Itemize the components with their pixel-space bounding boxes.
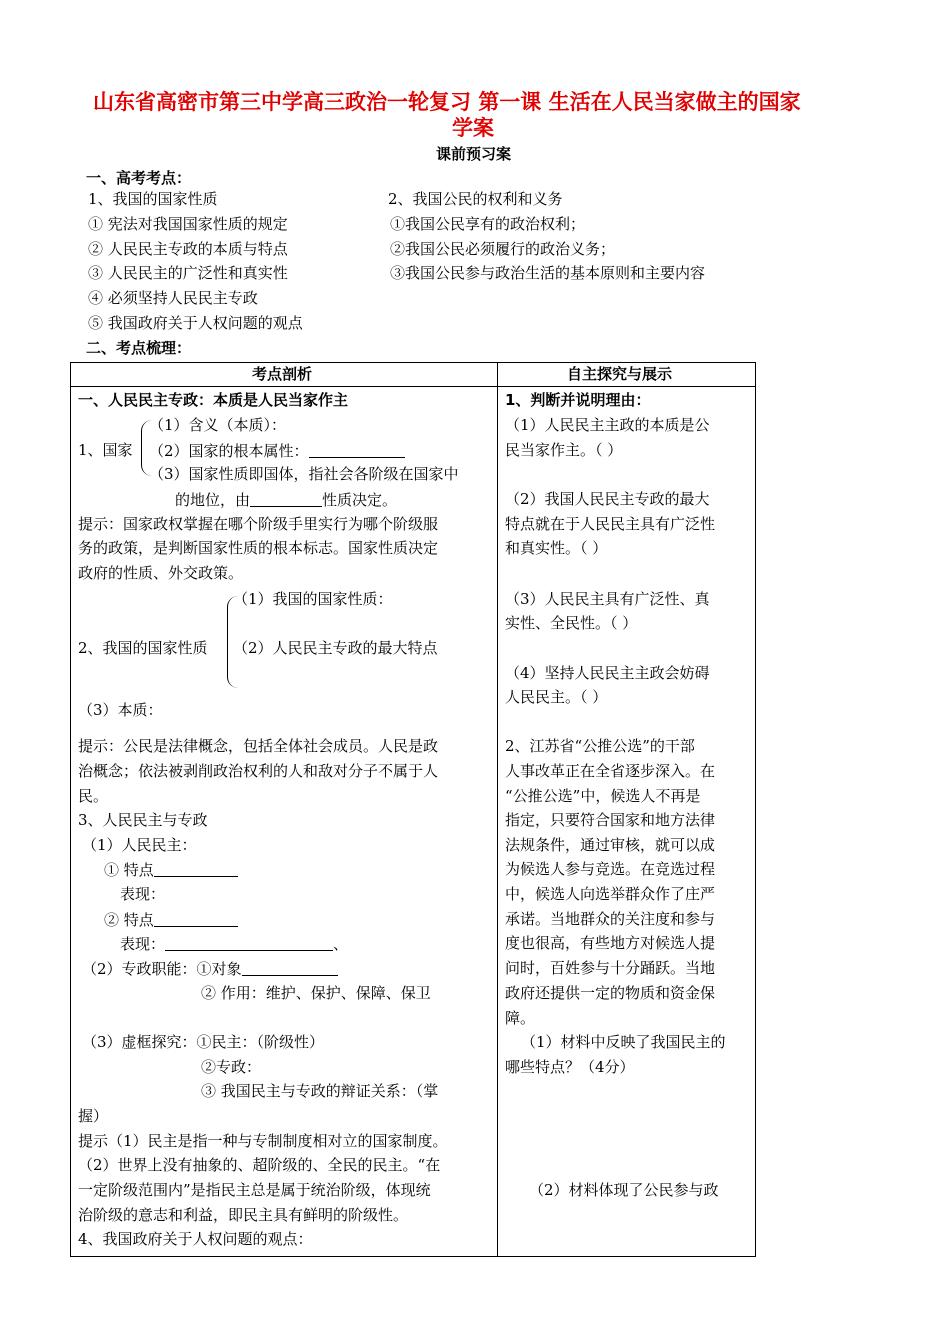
hint-line: 治概念；依法被剥削政治权利的人和敌对分子不属于人 <box>78 762 439 780</box>
document-title-line2: 学案 <box>452 116 494 140</box>
item-text: （1）我国的国家性质： <box>233 590 393 608</box>
item-text: （3）本质： <box>78 701 163 719</box>
hint-line: （2）世界上没有抽象的、超阶级的、全民的民主。“在 <box>78 1156 441 1174</box>
exam-point: ③ 人民民主的广泛性和真实性 <box>88 264 288 282</box>
item-text-label: 性质决定。 <box>322 491 398 509</box>
question-line: 和真实性。（ ） <box>505 539 608 557</box>
exam-point: 1、我国的国家性质 <box>88 190 218 208</box>
hint-line: 一定阶级范围内”是指民主总是属于统治阶级，体现统 <box>78 1181 431 1199</box>
column-divider <box>497 362 498 1257</box>
item-text-label: 的地位，由 <box>175 491 251 509</box>
passage-line: 度也很高，有些地方对候选人提 <box>505 934 716 952</box>
item-text <box>82 961 338 977</box>
hint-line: 务的政策，是判断国家性质的根本标志。国家性质决定 <box>78 539 439 557</box>
hint-line: 政府的性质、外交政策。 <box>78 564 244 582</box>
document-subtitle: 课前预习案 <box>436 145 512 163</box>
question-line: 人民民主。（ ） <box>505 688 608 706</box>
hint-line: 提示：国家政权掌握在哪个阶级手里实行为哪个阶级服 <box>78 515 439 533</box>
hint-line: 提示（1）民主是指一种与专制制度相对立的国家制度。 <box>78 1132 448 1150</box>
document-title-line1: 山东省高密市第三中学高三政治一轮复习 第一课 生活在人民当家做主的国家 <box>93 90 801 114</box>
exam-point: ② 人民民主专政的本质与特点 <box>88 240 288 258</box>
passage-line: 人事改革正在全省逐步深入。在 <box>505 762 716 780</box>
fill-blank[interactable] <box>242 961 338 976</box>
passage-line: 2、江苏省“公推公选”的干部 <box>505 737 695 755</box>
fill-blank[interactable] <box>165 936 333 951</box>
question-line: （2）我国人民民主专政的最大 <box>505 490 710 508</box>
item-text <box>104 912 238 928</box>
item-text: （3）虚框探究：①民主：（阶级性） <box>82 1033 325 1051</box>
exam-point: 2、我国公民的权利和义务 <box>388 190 563 208</box>
item-text: ③ 我国民主与专政的辩证关系：（掌 <box>201 1082 439 1100</box>
item-text: （1）人民民主： <box>82 836 197 854</box>
exam-point: ④ 必须坚持人民民主专政 <box>88 289 258 307</box>
item-label: 2、我国的国家性质 <box>78 639 208 657</box>
section2-heading: 二、考点梳理： <box>86 339 192 357</box>
item-text: （1）含义（本质）： <box>149 416 287 434</box>
fill-blank[interactable] <box>309 443 405 458</box>
item-label: 4、我国政府关于人权问题的观点： <box>78 1230 313 1248</box>
item-text: 握） <box>78 1107 109 1125</box>
item-text: （2）人民民主专政的最大特点 <box>233 639 438 657</box>
table-header-analysis: 考点剖析 <box>252 365 313 383</box>
passage-line: 中，候选人向选举群众作了庄严 <box>505 885 716 903</box>
item-text <box>104 862 238 878</box>
question-line: （4）坚持人民民主主政会妨碍 <box>505 664 710 682</box>
question-line: 哪些特点？（4分） <box>505 1058 635 1076</box>
passage-line: 问时，百姓参与十分踊跃。当地 <box>505 959 716 977</box>
item-text: ②专政： <box>201 1058 262 1076</box>
question-line: （1）人民民主主政的本质是公 <box>505 416 710 434</box>
exam-point: ①我国公民享有的政治权利； <box>390 215 586 233</box>
item-text-label: 表现： <box>120 935 166 953</box>
section1-heading: 一、高考考点： <box>86 169 192 187</box>
question-heading: 1、判断并说明理由： <box>505 391 651 409</box>
passage-line: “公推公选”中，候选人不再是 <box>505 787 701 805</box>
item-label: 1、国家 <box>78 441 133 459</box>
passage-line: 承诺。当地群众的关注度和参与 <box>505 910 716 928</box>
question-line: （2）材料体现了公民参与政 <box>529 1181 719 1199</box>
fill-blank[interactable] <box>154 862 238 877</box>
item-text-label: 、 <box>333 935 349 953</box>
question-line: （1）材料中反映了我国民主的 <box>521 1033 726 1051</box>
exam-point: ① 宪法对我国国家性质的规定 <box>88 215 288 233</box>
exam-point: ⑤ 我国政府关于人权问题的观点 <box>88 314 303 332</box>
item-label: 3、人民民主与专政 <box>78 811 208 829</box>
item-text-label: （2）专政职能：①对象 <box>82 960 242 978</box>
item-text <box>120 936 348 952</box>
passage-line: 法规条件，通过审核，就可以成 <box>505 836 716 854</box>
passage-line: 障。 <box>505 1009 536 1027</box>
exam-point: ②我国公民必须履行的政治义务； <box>390 240 616 258</box>
item-text: 表现： <box>120 885 166 903</box>
fill-blank[interactable] <box>250 492 322 507</box>
question-line: （3）人民民主具有广泛性、真 <box>505 590 710 608</box>
hint-line: 提示：公民是法律概念，包括全体社会成员。人民是政 <box>78 737 439 755</box>
item-text: （3）国家性质即国体，指社会各阶级在国家中 <box>149 465 459 483</box>
header-divider <box>70 386 756 387</box>
hint-line: 治阶级的意志和利益，即民主具有鲜明的阶级性。 <box>78 1206 409 1224</box>
hint-line: 民。 <box>78 787 109 805</box>
item-text <box>175 492 397 508</box>
item-text <box>149 443 405 459</box>
question-line: 实性、全民性。（ ） <box>505 614 638 632</box>
table-header-explore: 自主探究与展示 <box>567 365 673 383</box>
exam-point: ③我国公民参与政治生活的基本原则和主要内容 <box>390 264 706 282</box>
item-text-label: ① 特点 <box>104 861 154 879</box>
item-text: ② 作用：维护、保护、保障、保卫 <box>201 984 431 1002</box>
section-heading: 一、人民民主专政：本质是人民当家作主 <box>78 391 349 409</box>
item-text-label: （2）国家的根本属性： <box>149 442 309 460</box>
question-line: 民当家作主。（ ） <box>505 441 623 459</box>
question-line: 特点就在于人民民主具有广泛性 <box>505 515 716 533</box>
passage-line: 指定，只要符合国家和地方法律 <box>505 811 716 829</box>
passage-line: 政府还提供一定的物质和资金保 <box>505 984 716 1002</box>
item-text-label: ② 特点 <box>104 911 154 929</box>
fill-blank[interactable] <box>154 912 238 927</box>
passage-line: 为候选人参与竞选。在竞选过程 <box>505 860 716 878</box>
